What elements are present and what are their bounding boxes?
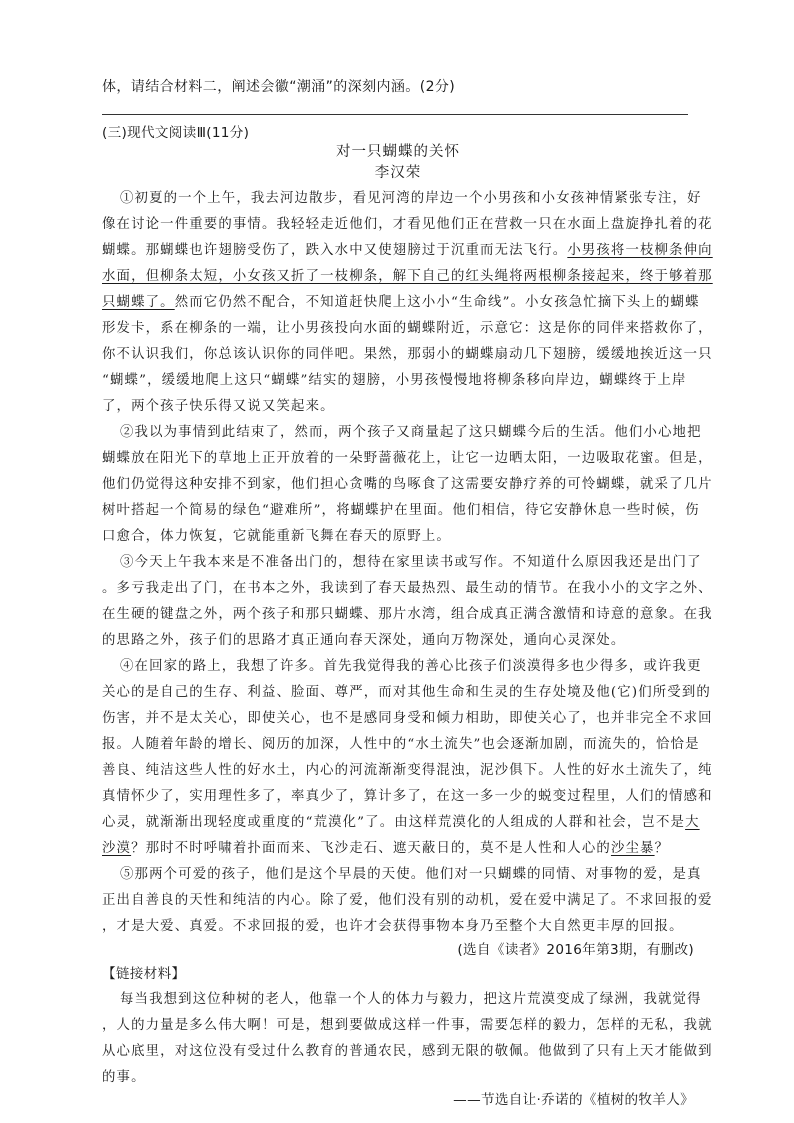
article-line: 报。人随着年龄的增长、阅历的加深，人性中的“水土流失”也会逐渐加剧，而流失的，恰恰是 (102, 737, 700, 752)
article-line: 口愈合，体力恢复，它就能重新飞舞在春天的原野上。 (102, 529, 451, 544)
article-line: 关心的是自己的生存、利益、脸面、尊严，而对其他生命和生灵的生存处境及他(它)们所受到的 (102, 685, 711, 700)
article-author: 李汉荣 (374, 165, 422, 181)
previous-question-text: 体，请结合材料二，阐述会徽“潮涌”的深刻内涵。(2分) (102, 79, 456, 95)
article-line: ①初夏的一个上午，我去河边散步，看见河湾的岸边一个小男孩和小女孩神情紧张专注，好 (120, 191, 702, 206)
underlined-word: 大 (685, 815, 700, 830)
article-title: 对一只蝴蝶的关怀 (336, 144, 460, 160)
article-line: 了，两个孩子快乐得又说又笑起来。 (102, 399, 335, 414)
article-line: ，才是大爱、真爱。不求回报的爱，也许才会获得事物本身乃至整个大自然更丰厚的回报。 (102, 919, 684, 934)
article-line: 像在讨论一件重要的事情。我轻轻走近他们，才看见他们正在营救一只在水面上盘旋挣扎着的花 (102, 217, 713, 232)
article-line: 在生硬的键盘之外，两个孩子和那只蝴蝶、那片水湾，组合成真正满含激情和诗意的意象。在我 (102, 607, 713, 622)
underlined-sentence: 水面，但柳条太短，小女孩又折了一枝柳条，解下自己的红头绳将两根柳条接起来，终于够着那 (102, 269, 713, 284)
article-line: ③今天上午我本来是不准备出门的，想待在家里读书或写作。不知道什么原因我还是出门了 (120, 555, 702, 570)
article-line: ⑤那两个可爱的孩子，他们是这个早晨的天使。他们对一只蝴蝶的同情、对事物的爱，是真 (120, 867, 702, 882)
link-source: ——节选自让·乔诺的《植树的牧羊人》 (453, 1092, 694, 1108)
underlined-sentence: 只蝴蝶了。 (102, 295, 175, 310)
article-line: 的思路之外，孩子们的思路才真正通向春天深处，通向万物深处，通向心灵深处。 (102, 633, 626, 648)
link-line: 从心底里，对这位没有受过什么教育的普通农民，感到无限的敬佩。他做到了只有上天才能做到 (102, 1044, 713, 1059)
article-line: ②我以为事情到此结束了，然而，两个孩子又商量起了这只蝴蝶今后的生活。他们小心地把 (120, 425, 702, 440)
article-line (102, 237, 713, 265)
article-line: 形发卡，系在柳条的一端，让小男孩投向水面的蝴蝶附近，示意它：这是你的同伴来搭救你了， (102, 321, 713, 336)
article-line: 真情怀少了，实用理性多了，率真少了，算计多了，在这一多一少的蜕变过程里，人们的情感和 (102, 789, 713, 804)
article-line: 他们仍觉得这种安排不到家，他们担心贪嘴的鸟啄食了这需要安静疗养的可怜蝴蝶，就采了几片 (102, 477, 713, 492)
article-line: 伤害，并不是太关心，即使关心，也不是感同身受和倾力相助，即使关心了，也并非完全不求回 (102, 711, 713, 726)
article-line: 你不认识我们，你总该认识你的同伴吧。果然，那弱小的蝴蝶扇动几下翅膀，缓缓地挨近这一只 (102, 347, 713, 362)
section-heading: (三)现代文阅读Ⅲ(11分) (102, 125, 250, 141)
link-line: 每当我想到这位种树的老人，他靠一个人的体力与毅力，把这片荒漠变成了绿洲，我就觉得 (120, 992, 702, 1007)
underlined-word: 沙漠 (102, 841, 132, 856)
article-line (102, 289, 700, 317)
article-line-part: 蝴蝶。那蝴蝶也许翅膀受伤了，跌入水中又使翅膀过于沉重而无法飞行。 (102, 243, 568, 258)
link-line: 的事。 (102, 1070, 146, 1085)
article-line-part: 心灵，就渐渐出现轻度或重度的“荒漠化”了。由这样荒漠化的人组成的人群和社会，岂不是 (102, 815, 686, 830)
article-source: (选自《读者》2016年第3期，有删改) (457, 942, 694, 958)
link-material-heading: 【链接材料】 (102, 966, 186, 982)
article-line (102, 835, 694, 863)
article-line: 树叶搭起一个简易的绿色“避难所”，将蝴蝶护在里面。他们相信，待它安静休息一些时候，伤 (102, 503, 700, 518)
article-line-part: 然而它仍然不配合，不知道赶快爬上这小小“生命线”。小女孩急忙摘下头上的蝴蝶 (174, 295, 700, 310)
underlined-word: 沙尘暴 (610, 841, 655, 856)
link-line: ，人的力量是多么伟大啊！可是，想到要做成这样一件事，需要怎样的毅力，怎样的无私，我就 (102, 1018, 713, 1033)
article-line: “蝴蝶”，缓缓地爬上这只“蝴蝶”结实的翅膀，小男孩慢慢地将柳条移向岸边，蝴蝶终于上岸 (102, 373, 687, 388)
article-line: 蝴蝶放在阳光下的草地上正开放着的一朵野蔷薇花上，让它一边晒太阳，一边吸取花蜜。但是， (102, 451, 713, 466)
article-line: ④在回家的路上，我想了许多。首先我觉得我的善心比孩子们淡漠得多也少得多，或许我更 (120, 659, 702, 674)
article-line-part: ？那时不时呼啸着扑面而来、飞沙走石、遮天蔽日的，莫不是人性和人心的 (131, 841, 611, 856)
article-line (102, 809, 700, 837)
section-divider (102, 114, 688, 115)
article-line-part: ？ (654, 841, 670, 856)
underlined-sentence: 小男孩将一枝柳条伸向 (567, 243, 713, 258)
article-line: 。多亏我走出了门，在书本之外，我读到了春天最热烈、最生动的情节。在我小小的文字之外、 (102, 581, 713, 596)
article-line: 正出自善良的天性和纯洁的内心。除了爱，他们没有别的动机，爱在爱中满足了。不求回报的爱 (102, 893, 713, 908)
article-line: 善良、纯洁这些人性的好水土，内心的河流渐渐变得混浊，泥沙俱下。人性的好水土流失了，纯 (102, 763, 713, 778)
